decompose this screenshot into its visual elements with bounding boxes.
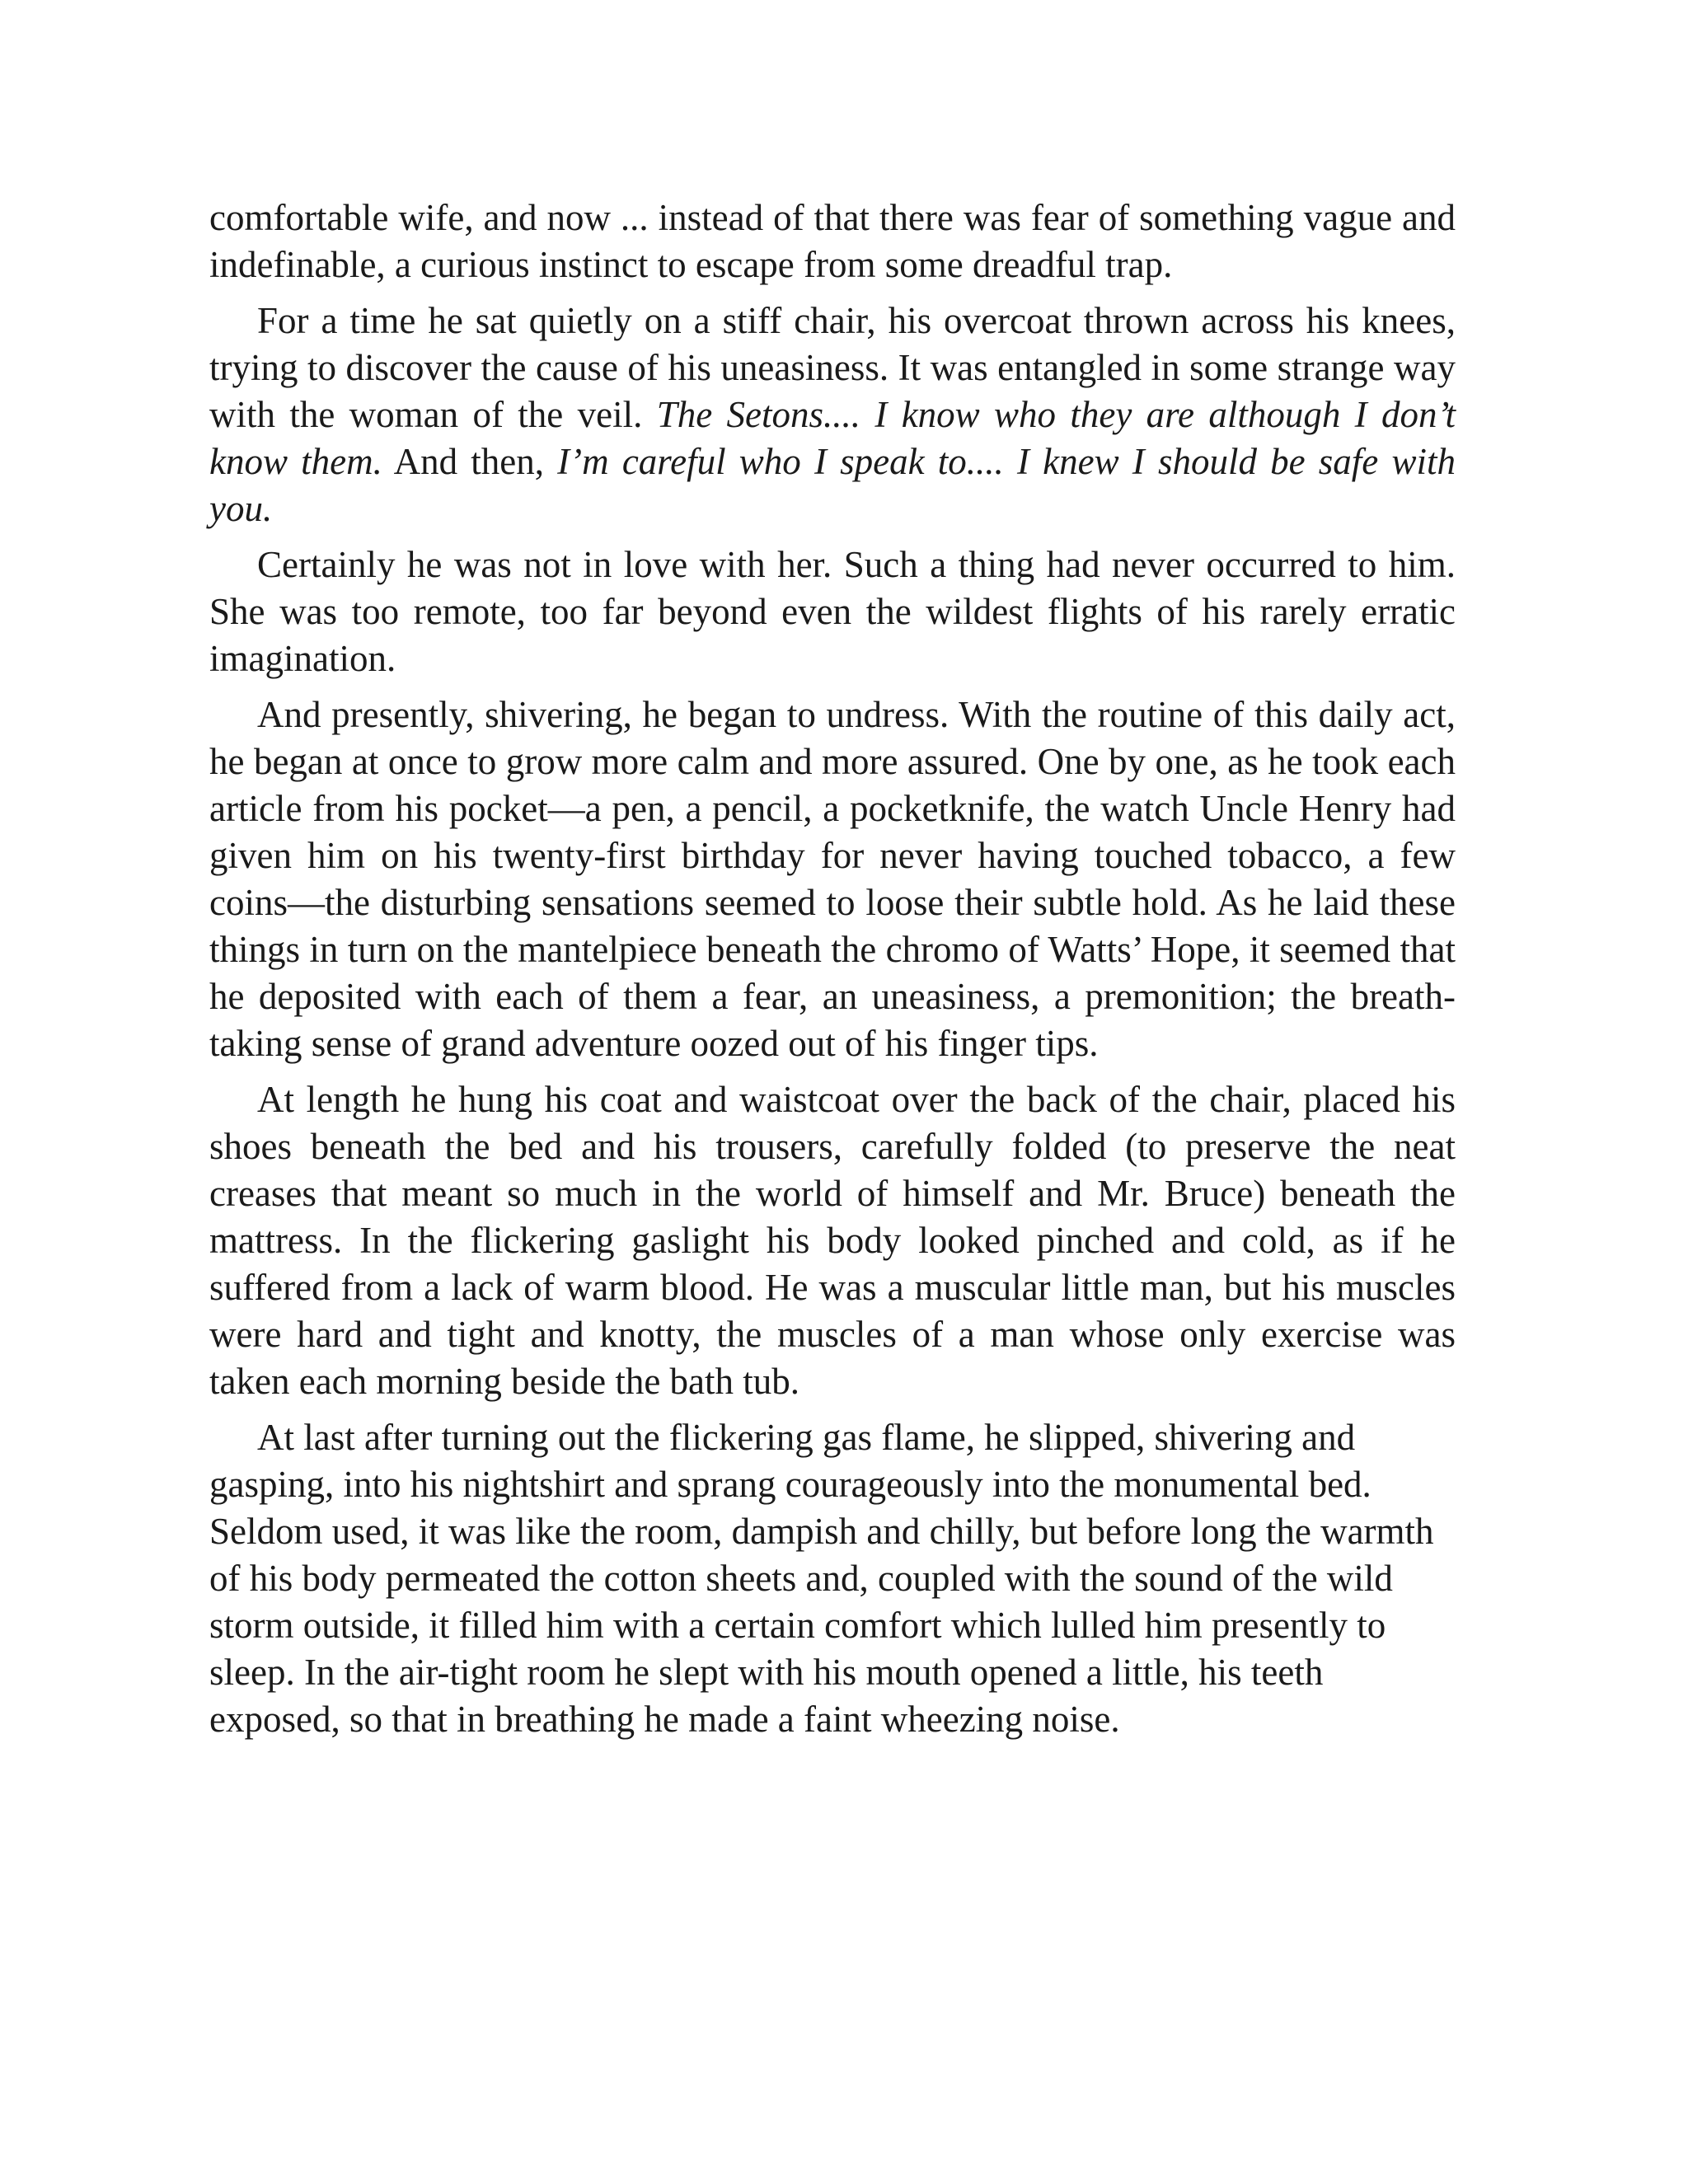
paragraph	[209, 1414, 1456, 1743]
text-run: At last after turning out the flickering gas flame, he slipped, shivering and gasping, into his nightshirt and sprang courageously into the monumental bed. Seldom used, it was like the room, dampish and chilly, but before long the warmth of his body permeated the cotton sheets and, coupled with the sound of the wild storm outside, it filled him with a certain comfort which lulled him presently to sleep. In the air-tight room he slept with his mouth opened a little, his teeth exposed, so that in breathing he made a faint wheezing noise.	[209, 1417, 1434, 1740]
italic-text: The Setons.... I know who they are although I don’t know them.	[209, 394, 1456, 482]
paragraph	[209, 194, 1456, 288]
paragraph	[209, 1076, 1456, 1405]
text-run: Certainly he was not in love with her. Such a thing had never occurred to him. She was too remote, too far beyond even the wildest flights of his rarely erratic imagination.	[209, 544, 1456, 679]
body-text	[209, 194, 1456, 1752]
text-run: At length he hung his coat and waistcoat over the back of the chair, placed his shoes beneath the bed and his trousers, carefully folded (to preserve the neat creases that meant so much in the world of himself and Mr. Bruce) beneath the mattress. In the flickering gaslight his body looked pinched and cold, as if he suffered from a lack of warm blood. He was a muscular little man, but his muscles were hard and tight and knotty, the muscles of a man whose only exercise was taken each morning beside the bath tub.	[209, 1079, 1456, 1402]
paragraph	[209, 298, 1456, 532]
paragraph	[209, 691, 1456, 1067]
text-run: For a time he sat quietly on a stiff chair, his overcoat thrown across his knees, trying to discover the cause of his uneasiness. It was entangled in some strange way with the woman of the veil.	[209, 300, 1456, 435]
italic-text: I’m careful who I speak to.... I knew I should be safe with you.	[209, 441, 1456, 529]
text-run: And presently, shivering, he began to undress. With the routine of this daily act, he began at once to grow more calm and more assured. One by one, as he took each article from his pocket—a pen, a pencil, a pocketknife, the watch Uncle Henry had given him on his twenty-first birthday for never having touched tobacco, a few coins—the disturbing sensations seemed to loose their subtle hold. As he laid these things in turn on the mantelpiece beneath the chromo of Watts’ Hope, it seemed that he deposited with each of them a fear, an uneasiness, a premonition; the breath-taking sense of grand adventure oozed out of his finger tips.	[209, 694, 1456, 1064]
paragraph	[209, 541, 1456, 682]
text-run: And then,	[382, 441, 558, 482]
text-run: comfortable wife, and now ... instead of that there was fear of something vague and indefinable, a curious instinct to escape from some dreadful trap.	[209, 197, 1456, 285]
